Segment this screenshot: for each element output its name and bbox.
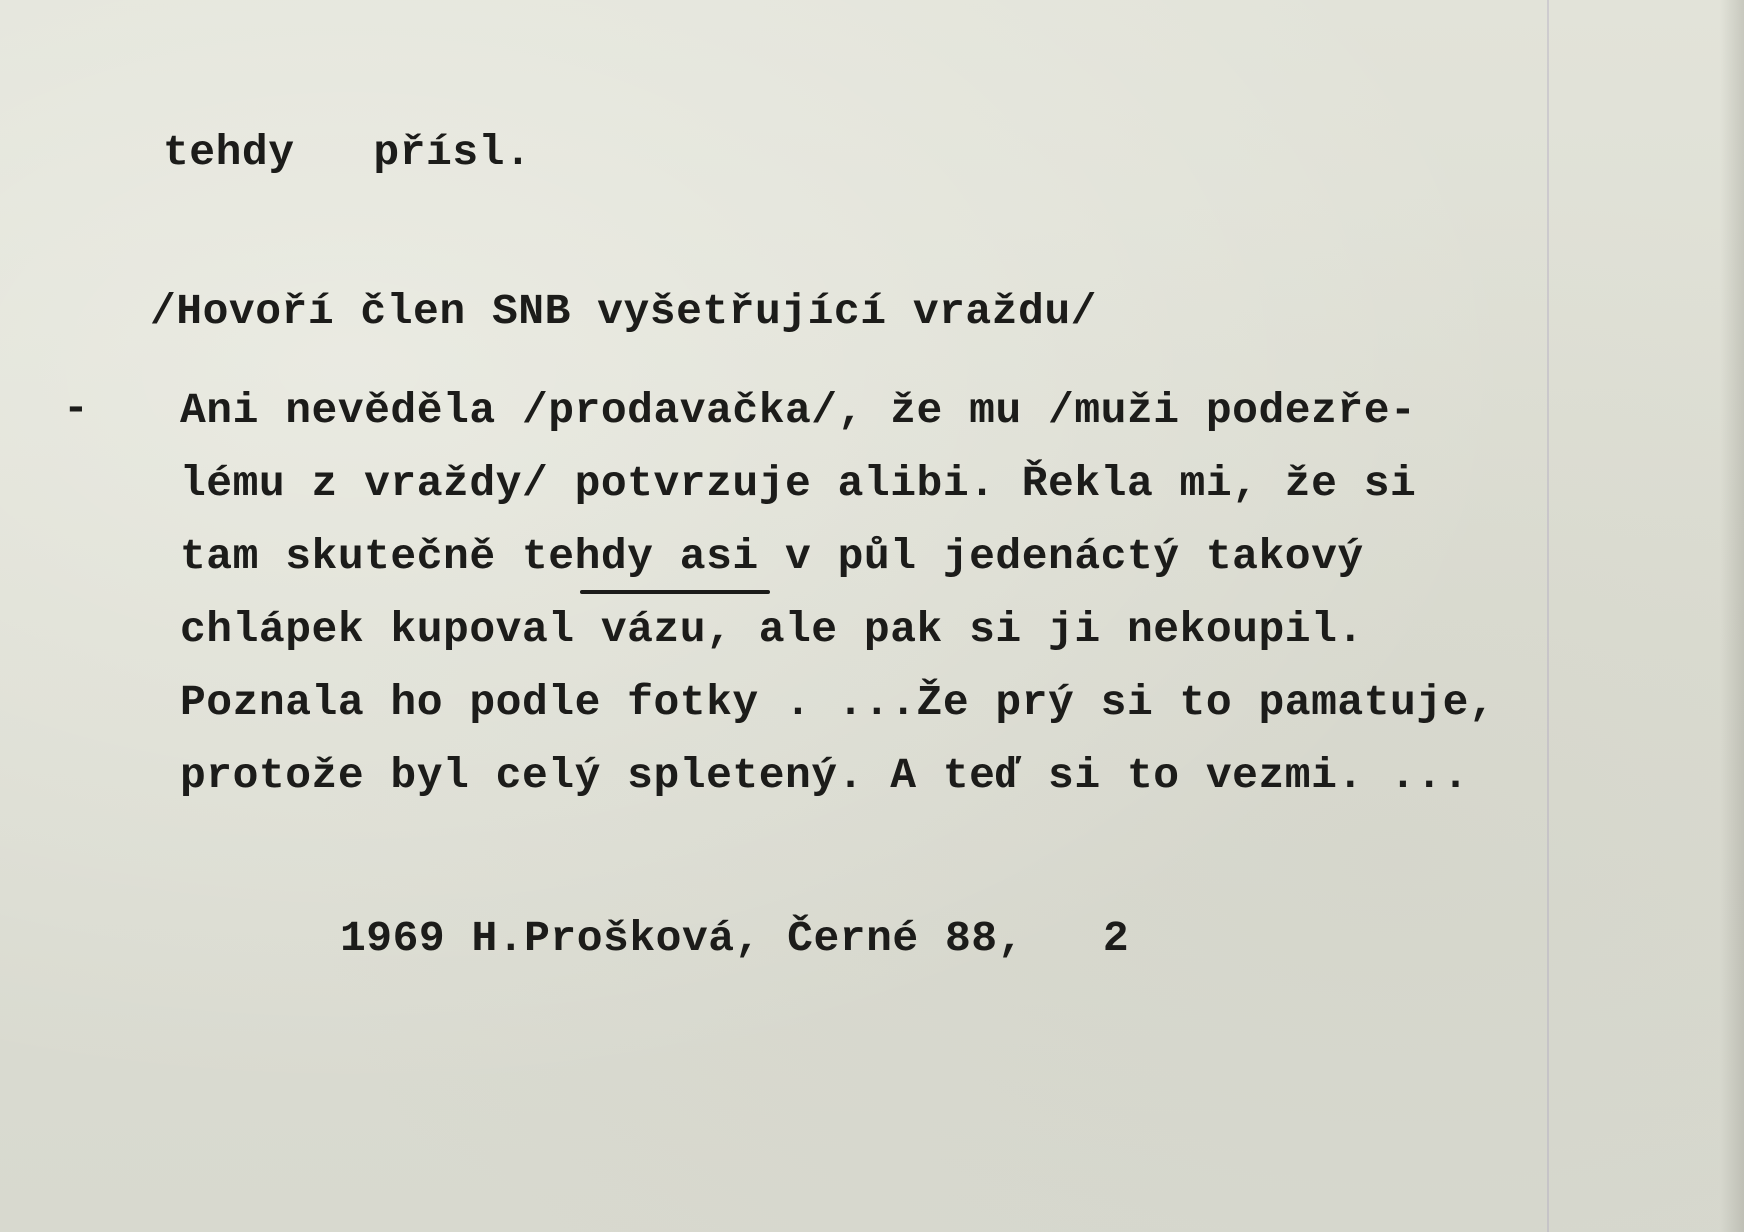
quote-line-4: chlápek kupoval vázu, ale pak si ji nekoupil. — [180, 605, 1364, 654]
quote-line-5: Poznala ho podle fotky . ...Že prý si to pamatuje, — [180, 678, 1496, 727]
source-citation: 1969 H.Prošková, Černé 88, 2 — [340, 914, 1130, 963]
quote-line-3: tam skutečně tehdy asi v půl jedenáctý takový — [180, 532, 1364, 581]
quote-line-1: Ani nevěděla /prodavačka/, že mu /muži podezře- — [180, 386, 1417, 435]
quote-line-2: lému z vraždy/ potvrzuje alibi. Řekla mi, že si — [180, 459, 1417, 508]
quote-line-6: protože byl celý spletený. A teď si to vezmi. ... — [180, 751, 1469, 800]
quote-dash: - — [63, 384, 90, 433]
paper-fold-line — [1547, 0, 1549, 1232]
paper-edge-shadow — [1720, 0, 1744, 1232]
card-heading: tehdy přísl. — [163, 128, 532, 177]
speaker-note: /Hovoří člen SNB vyšetřující vraždu/ — [150, 287, 1097, 336]
keyword-underline — [580, 590, 770, 594]
